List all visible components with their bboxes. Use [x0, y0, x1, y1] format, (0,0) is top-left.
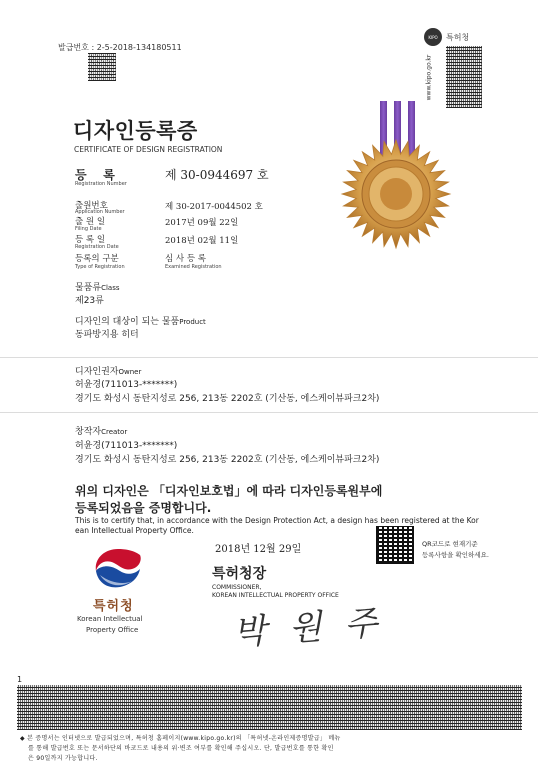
qr-note-2: 등록사항을 확인하세요.: [422, 551, 489, 559]
class-label: [75, 280, 120, 293]
gold-seal: [340, 138, 452, 250]
owner-address: 경기도 화성시 동탄지성로 256, 213동 2202호 (기산동, 에스케이뷰파크2차): [75, 394, 380, 404]
filing-label-en: Filing Date: [75, 226, 102, 232]
creator-label-ko: 창작자: [75, 427, 102, 437]
title-en: CERTIFICATE OF DESIGN REGISTRATION: [74, 145, 223, 154]
product-label: [75, 314, 206, 327]
owner-name: 허윤경(711013-*******): [75, 380, 178, 390]
reg-type-label: 등록의 구분: [75, 254, 119, 264]
office-logo-en-1: Korean Intellectual: [77, 615, 143, 623]
registration-label-en: Registration Number: [75, 181, 127, 187]
product-label-ko: 디자인의 대상이 되는 물품: [75, 317, 180, 327]
issue-date: 2018년 12월 29일: [215, 544, 302, 555]
certify-text-ko-2: 등록되었음을 증명합니다.: [75, 501, 212, 515]
class-value: 제23류: [75, 296, 104, 306]
footer-barcode: [17, 685, 522, 730]
class-label-ko: 물품류: [75, 283, 102, 293]
footer-text-1: ◆ 본 증명서는 인터넷으로 발급되었으며, 특허청 홈페이지(www.kipo.go.kr)의 「특허넷-온라인제증명발급」 메뉴: [20, 735, 341, 742]
reg-date: 2018년 02월 11일: [165, 236, 239, 246]
application-label: 출원번호: [75, 201, 108, 211]
registration-number: 제 30-0944697 호: [165, 168, 269, 182]
creator-label: [75, 424, 127, 437]
class-label-en: Class: [101, 284, 120, 292]
qr-note-1: QR코드로 현재기준: [422, 540, 478, 548]
owner-label-en: Owner: [118, 368, 142, 376]
product-value: 동파방지용 히터: [75, 330, 139, 340]
reg-date-label-en: Registration Date: [75, 244, 119, 250]
commissioner-title: 특허청장: [212, 566, 267, 582]
certify-text-ko-1: 위의 디자인은 「디자인보호법」에 따라 디자인등록원부에: [75, 484, 383, 498]
certify-text-en-2: ean Intellectual Property Office.: [75, 526, 194, 535]
taegeuk-logo-icon: [90, 545, 146, 591]
kipo-side-barcode: [446, 46, 482, 108]
commissioner-en-1: COMMISSIONER,: [212, 584, 262, 591]
owner-label: [75, 364, 141, 377]
reg-type-label-en: Type of Registration: [75, 264, 125, 270]
application-label-en: Application Number: [75, 209, 125, 215]
commissioner-en-2: KOREAN INTELLECTUAL PROPERTY OFFICE: [212, 592, 339, 599]
issue-number: 발급번호 : 2-5-2018-134180511: [58, 43, 182, 52]
reg-date-label: 등 록 일: [75, 235, 106, 245]
header-barcode: [88, 53, 116, 81]
office-logo-ko: 특허청: [93, 599, 134, 614]
creator-label-en: Creator: [101, 428, 128, 436]
title-ko: 디자인등록증: [73, 119, 198, 143]
filing-date: 2017년 09월 22일: [165, 218, 239, 228]
kipo-side-strip: [420, 28, 500, 108]
certify-text-en-1: This is to certify that, in accordance with the Design Protection Act, a design has been registered at the Kor: [75, 516, 479, 525]
product-label-en: Product: [179, 318, 206, 326]
kipo-badge-label: KIPO: [428, 34, 438, 40]
reg-type-value: 심 사 등 록: [165, 254, 206, 264]
filing-label: 출 원 일: [75, 217, 106, 227]
owner-label-ko: 디자인권자: [75, 367, 119, 377]
application-number: 제 30-2017-0044502 호: [165, 202, 263, 212]
office-logo-en-2: Property Office: [86, 626, 139, 634]
qr-code[interactable]: [376, 526, 414, 564]
reg-type-value-en: Examined Registration: [165, 264, 222, 270]
commissioner-signature: 박 원 주: [232, 602, 385, 654]
page-number: 1: [17, 675, 23, 684]
creator-name: 허윤경(711013-*******): [75, 441, 178, 451]
kipo-side-url: www.kipo.go.kr: [425, 54, 433, 101]
creator-address: 경기도 화성시 동탄지성로 256, 213동 2202호 (기산동, 에스케이뷰파크2차): [75, 455, 380, 465]
footer-text-3: 은 90일까지 가능합니다.: [28, 755, 98, 762]
divider-1: [0, 357, 538, 358]
kipo-side-label: 특허청: [446, 33, 470, 42]
registration-label: 등 록: [75, 168, 115, 182]
divider-2: [0, 412, 538, 413]
kipo-badge: [424, 28, 442, 46]
footer-text-2: 를 통해 발급번호 또는 문서하단의 바코드로 내용의 위·변조 여부를 확인해 주십시오. 단, 발급번호를 통한 확인: [28, 745, 334, 752]
